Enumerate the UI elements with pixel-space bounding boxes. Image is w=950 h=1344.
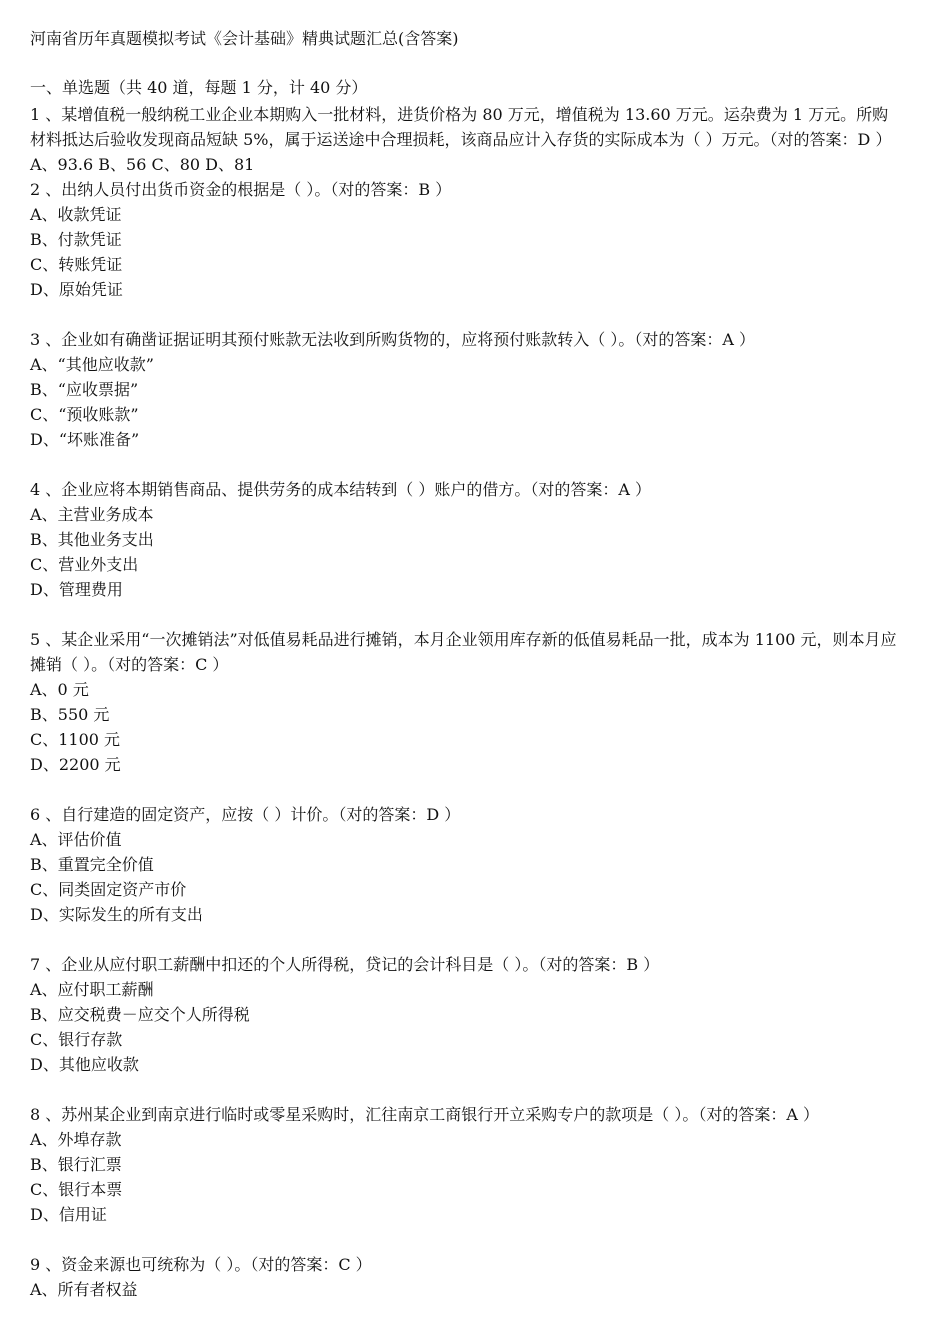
question-option: D、管理费用 [30, 580, 123, 599]
question-option: B、银行汇票 [30, 1155, 122, 1174]
question-stem: 8 、苏州某企业到南京进行临时或零星采购时，汇往南京工商银行开立采购专户的款项是（ ）。（对的答案：A ） [30, 1105, 819, 1124]
question-stem: 4 、企业应将本期销售商品、提供劳务的成本结转到（ ）账户的借方。（对的答案：A ） [30, 480, 651, 499]
question-spacer [30, 777, 900, 802]
question-stem: 9 、资金来源也可统称为（ ）。（对的答案：C ） [30, 1255, 372, 1274]
question-option: C、银行存款 [30, 1030, 123, 1049]
question-option: D、实际发生的所有支出 [30, 905, 203, 924]
question-stem: 5 、某企业采用“一次摊销法”对低值易耗品进行摊销，本月企业领用库存新的低值易耗品一批，成本为 1100 元，则本月应摊销（ ）。（对的答案：C ） [30, 630, 897, 674]
question-option: C、营业外支出 [30, 555, 139, 574]
question-spacer [30, 927, 900, 952]
question-option: B、550 元 [30, 705, 110, 724]
question-list [30, 102, 900, 1302]
question-option: A、“其他应收款” [30, 355, 154, 374]
question-9 [30, 1252, 900, 1302]
question-option: B、其他业务支出 [30, 530, 154, 549]
question-option: D、其他应收款 [30, 1055, 139, 1074]
question-option: B、“应收票据” [30, 380, 139, 399]
question-spacer [30, 1227, 900, 1252]
question-option: D、“坏账准备” [30, 430, 140, 449]
question-option: A、外埠存款 [30, 1130, 122, 1149]
question-3 [30, 327, 900, 477]
question-option: A、收款凭证 [30, 205, 122, 224]
question-5 [30, 627, 900, 802]
question-spacer [30, 1077, 900, 1102]
question-option: A、所有者权益 [30, 1280, 138, 1299]
question-option: C、转账凭证 [30, 255, 123, 274]
question-option: C、银行本票 [30, 1180, 123, 1199]
question-option: D、原始凭证 [30, 280, 123, 299]
question-spacer [30, 452, 900, 477]
question-option: A、应付职工薪酬 [30, 980, 154, 999]
question-6 [30, 802, 900, 952]
question-2 [30, 177, 900, 327]
question-option: A、评估价值 [30, 830, 122, 849]
question-option: A、0 元 [30, 680, 89, 699]
question-option: B、重置完全价值 [30, 855, 154, 874]
document-title: 河南省历年真题模拟考试《会计基础》精典试题汇总(含答案) [30, 29, 459, 48]
question-stem: 1 、某增值税一般纳税工业企业本期购入一批材料，进货价格为 80 万元，增值税为 13.60 万元。运杂费为 1 万元。所购材料抵达后验收发现商品短缺 5%，属于运送途中合理损耗，该商品应计入存货的实际成本为（ ）万元。（对的答案：D ） [30, 105, 892, 149]
question-stem: 3 、企业如有确凿证据证明其预付账款无法收到所购货物的，应将预付账款转入（ ）。（对的答案：A ） [30, 330, 755, 349]
question-1 [30, 102, 900, 177]
question-8 [30, 1102, 900, 1252]
question-option: C、同类固定资产市价 [30, 880, 187, 899]
question-option: B、付款凭证 [30, 230, 122, 249]
question-option: B、应交税费－应交个人所得税 [30, 1005, 250, 1024]
question-option: D、2200 元 [30, 755, 121, 774]
question-option: C、1100 元 [30, 730, 121, 749]
question-option: A、93.6 B、56 C、80 D、81 [30, 155, 255, 174]
question-option: D、信用证 [30, 1205, 107, 1224]
question-stem: 6 、自行建造的固定资产，应按（ ）计价。（对的答案：D ） [30, 805, 461, 824]
question-7 [30, 952, 900, 1102]
question-spacer [30, 602, 900, 627]
question-option: C、“预收账款” [30, 405, 139, 424]
question-spacer [30, 302, 900, 327]
question-option: A、主营业务成本 [30, 505, 154, 524]
question-stem: 2 、出纳人员付出货币资金的根据是（ ）。（对的答案：B ） [30, 180, 452, 199]
question-stem: 7 、企业从应付职工薪酬中扣还的个人所得税，贷记的会计科目是（ ）。（对的答案：B ） [30, 955, 660, 974]
question-4 [30, 477, 900, 627]
section-heading: 一、单选题（共 40 道，每题 1 分，计 40 分） [30, 78, 368, 97]
